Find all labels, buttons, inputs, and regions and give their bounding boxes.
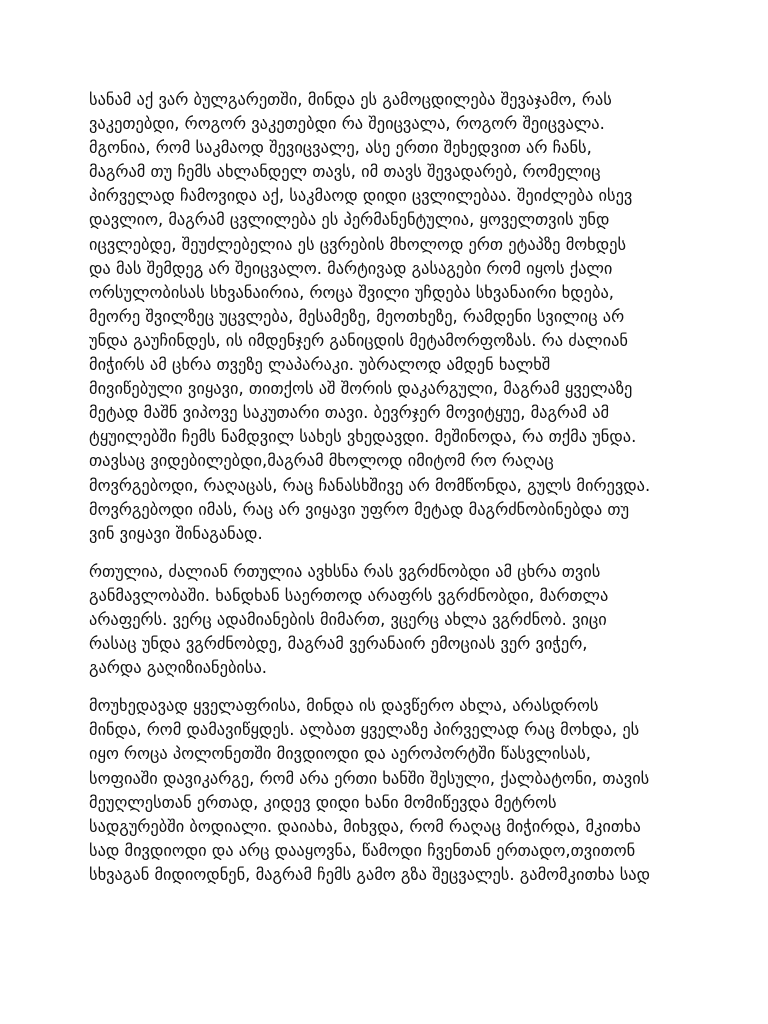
text-line: მეტად მაშნ ვიპოვე საკუთარი თავი. ბევრჯერ მოვიტყუე, მაგრამ ამ bbox=[89, 403, 610, 423]
text-line: მგონია, რომ საკმაოდ შევიცვალე, ასე ერთი შეხედვით არ ჩანს, bbox=[89, 138, 592, 158]
document-page bbox=[89, 88, 689, 901]
text-line: გარდა გაღიზიანებისა. bbox=[89, 658, 268, 678]
text-line: პირველად ჩამოვიდა აქ, საკმაოდ დიდი ცვლილებაა. შეიძლება ისევ bbox=[89, 186, 633, 206]
text-line: და მას შემდეგ არ შეიცვალო. მარტივად გასაგები რომ იყოს ქალი bbox=[89, 258, 613, 278]
text-line: მეორე შვილზეც უცვლება, მესამეზე, მეოთხეზე, რამდენი სვილიც არ bbox=[89, 306, 625, 326]
text-line: ორსულობისას სხვანაირია, როცა შვილი უჩდება სხვანაირი ხდება, bbox=[89, 282, 614, 302]
text-line: სანამ აქ ვარ ბულგარეთში, მინდა ეს გამოცდილება შევაჯამო, რას bbox=[89, 90, 612, 109]
text-line: მეუღლესთან ერთად, კიდევ დიდი ხანი მომიწევდა მეტროს bbox=[89, 792, 557, 812]
text-line: სოფიაში დავიკარგე, რომ არა ერთი ხანში შესული, ქალბატონი, თავის bbox=[89, 768, 650, 788]
text-line: მიჭირს ამ ცხრა თვეზე ლაპარაკი. უბრალოდ ამდენ ხალხშ bbox=[89, 355, 551, 375]
text-line: რთულია, ძალიან რთულია ავხსნა რას ვგრძნობდი ამ ცხრა თვის bbox=[89, 561, 601, 581]
text-line: სადგურებში ბოდიალი. დაიახა, მიხვდა, რომ რაღაც მიჭირდა, მკითხა bbox=[89, 816, 641, 836]
text-line: უნდა გაუჩინდეს, ის იმდენჯერ განიცდის მეტამორფოზას. რა ძალიან bbox=[89, 330, 628, 350]
text-line: მოუხედავად ყველაფრისა, მინდა ის დავწერო ახლა, არასდროს bbox=[89, 696, 599, 716]
text-line: იყო როცა პოლონეთში მივდიოდი და აეროპორტში წასვლისას, bbox=[89, 744, 591, 764]
text-line: მინდა, რომ დამავიწყდეს. ალბათ ყველაზე პირველად რაც მოხდა, ეს bbox=[89, 720, 640, 740]
text-line: ტყუილებში ჩემს ნამდვილ სახეს ვხედავდი. მეშინოდა, რა თქმა უნდა. bbox=[89, 427, 637, 447]
text-line: თავსაც ვიდებილებდი,მაგრამ მხოლოდ იმიტომ რო რაღაც bbox=[89, 451, 554, 471]
text-line: სად მივდიოდი და არც დააყოვნა, წამოდი ჩვენთან ერთადო,თვითონ bbox=[89, 840, 636, 860]
text-line: ვაკეთებდი, როგორ ვაკეთებდი რა შეიცვალა, როგორ შეიცვალა. bbox=[89, 114, 605, 134]
text-line: რასაც უნდა ვგრძნობდე, მაგრამ ვერანაირ ემოციას ვერ ვიჭერ, bbox=[89, 634, 588, 654]
text-line: არაფერს. ვერც ადამიანების მიმართ, ვცერც ახლა ვგრძნობ. ვიცი bbox=[89, 609, 607, 629]
text-line: მივიწებული ვიყავი, თითქოს აშ შორის დაკარგული, მაგრამ ყველაზე bbox=[89, 379, 633, 399]
text-line: მაგრამ თუ ჩემს ახლანდელ თავს, იმ თავს შევადარებ, რომელიც bbox=[89, 162, 601, 182]
paragraph-3 bbox=[89, 694, 689, 887]
text-line: ვინ ვიყავი შინაგანად. bbox=[89, 523, 263, 543]
paragraph-2 bbox=[89, 560, 689, 680]
text-line: დავლიო, მაგრამ ცვლილება ეს პერმანენტულია, ყოველთვის უნდ bbox=[89, 210, 610, 230]
text-line: განმავლობაში. ხანდხან საერთოდ არაფრს ვგრძნობდი, მართლა bbox=[89, 585, 609, 605]
text-line: მოვრგებოდი, რაღაცას, რაც ჩანასხშივე არ მომწონდა, გულს მირევდა. bbox=[89, 475, 651, 495]
text-line: მოვრგებოდი იმას, რაც არ ვიყავი უფრო მეტად მაგრძნობინებდა თუ bbox=[89, 499, 630, 519]
text-line: სხვაგან მიდიოდნენ, მაგრამ ჩემს გამო გზა შეცვალეს. გამომკითხა სად bbox=[89, 864, 650, 884]
paragraph-1 bbox=[89, 88, 689, 546]
text-line: იცვლებდე, შეუძლებელია ეს ცვრების მხოლოდ ერთ ეტაპზე მოხდეს bbox=[89, 234, 627, 254]
